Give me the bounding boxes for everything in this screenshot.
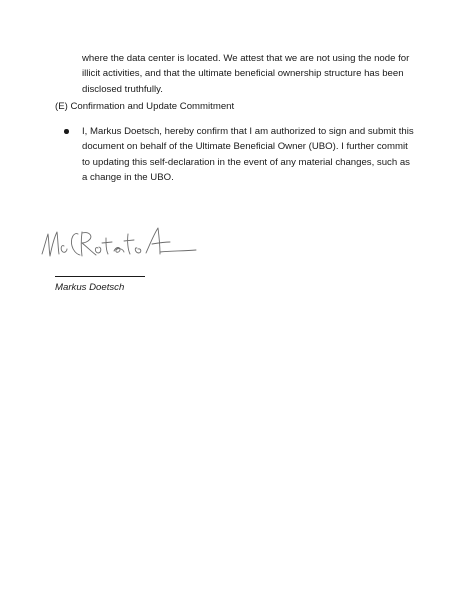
section-heading-e: (E) Confirmation and Update Commitment [55, 101, 235, 112]
handwritten-signature [38, 220, 198, 270]
bullet-icon [64, 129, 69, 134]
list-item [62, 124, 417, 185]
signature-line [55, 276, 145, 277]
bullet-text: I, Markus Doetsch, hereby confirm that I am authorized to sign and submit this document on behalf of the Ultimate Beneficial Owner (UBO). I further commit to updating this self-declaration in the event of any material changes, such as a change in the UBO. [82, 126, 414, 183]
continuation-paragraph: where the data center is located. We attest that we are not using the node for illicit activities, and that the ultimate beneficial ownership structure has been disclosed truthfully. [82, 53, 410, 95]
signer-name: Markus Doetsch [55, 282, 125, 293]
confirmation-bullet-list [62, 124, 417, 185]
